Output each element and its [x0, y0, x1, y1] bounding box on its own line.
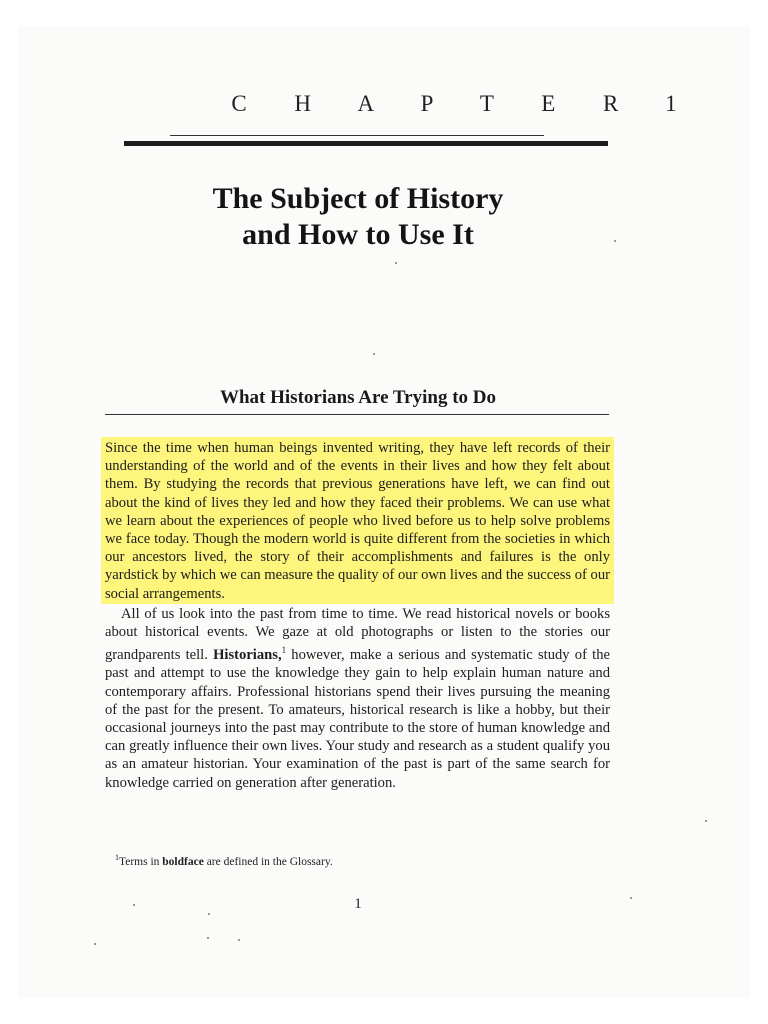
paragraph-2-end: however, make a serious and systematic study of the past and attempt to use the knowledge they gain to help explain human nature and contemporary affairs. Professional historians spend their lives pursuing the meaning of the past for the present. To amateurs, historical research is like a hobby, but their occasional journeys into the past may contribute to the store of human knowledge and can greatly influence their own lives. Your study and research as a student qualify you as an amateur historian. Your examination of the past is part of the same search for knowledge carried on generation after generation. — [105, 647, 610, 791]
chapter-rule-thick — [124, 141, 608, 146]
paragraph-2-start: All of us look into the past from time to time. We read historical novels or books about historical events. We gaze at old photographs or listen to the stories our grandparents tell. — [105, 605, 610, 664]
body-text — [105, 437, 610, 792]
chapter-number: 1 — [665, 91, 677, 116]
scan-speck — [238, 939, 240, 941]
chapter-label: C H A P T E R — [231, 91, 640, 116]
section-heading: What Historians Are Trying to Do — [219, 387, 497, 408]
chapter-title-line-1: The Subject of History — [212, 182, 504, 215]
scan-speck — [94, 943, 96, 945]
scan-speck — [133, 904, 135, 906]
footnote-marker: 1 — [115, 853, 119, 862]
section-rule — [105, 414, 609, 415]
footnote-bold-word: boldface — [162, 855, 204, 868]
chapter-rule-thin — [170, 135, 544, 136]
scan-speck — [630, 897, 632, 899]
footnote — [115, 853, 333, 868]
scan-speck — [705, 820, 707, 822]
footnote-text-start: Terms in — [119, 855, 163, 868]
chapter-heading — [0, 91, 768, 117]
page-number: 1 — [354, 896, 362, 912]
scan-speck — [207, 937, 209, 939]
scan-speck — [395, 262, 397, 264]
glossary-term: Historians, — [213, 647, 282, 664]
chapter-title — [0, 181, 716, 253]
scan-speck — [373, 353, 375, 355]
scan-speck — [614, 240, 616, 242]
scan-speck — [208, 913, 210, 915]
chapter-title-line-2: and How to Use It — [242, 218, 474, 251]
footnote-text-end: are defined in the Glossary. — [203, 855, 333, 868]
footnote-reference: 1 — [281, 645, 287, 656]
paragraph-2 — [105, 605, 610, 792]
highlighted-paragraph: Since the time when human beings invented writing, they have left records of their understanding of the world and of the events in their lives and how they felt about them. By studying the records that previous generations have left, we can find out about the kind of lives they led and how they faced their problems. We can use what we learn about the experiences of people who lived before us to help solve problems we face today. Though the modern world is quite different from the societies in which our ancestors lived, the story of their accomplishments and failures is the only yardstick by which we can measure the quality of our own lives and the success of our social arrangements. — [101, 437, 614, 604]
